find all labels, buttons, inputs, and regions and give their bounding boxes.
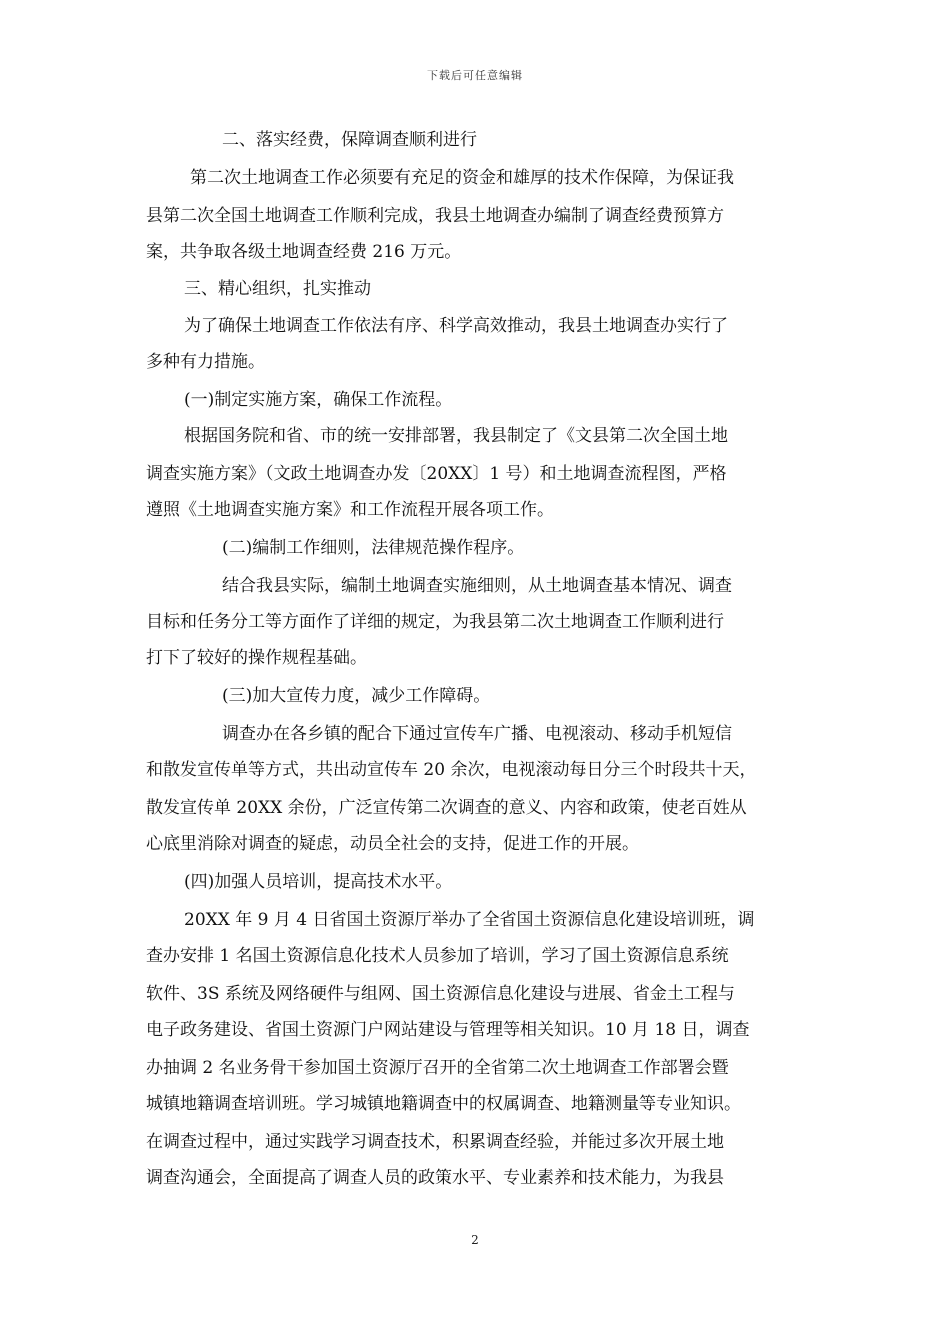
paragraph-line: 案，共争取各级土地调查经费 216 万元。 [146,242,462,262]
subsection-heading: (二)编制工作细则，法律规范操作程序。 [222,538,525,558]
paragraph-line: 调查办在各乡镇的配合下通过宣传车广播、电视滚动、移动手机短信 [222,724,732,744]
section-heading: 三、精心组织，扎实推动 [184,279,371,299]
paragraph-line: 20XX 年 9 月 4 日省国土资源厅举办了全省国土资源信息化建设培训班，调 [184,910,755,930]
paragraph-line: 城镇地籍调查培训班。学习城镇地籍调查中的权属调查、地籍测量等专业知识。 [146,1094,741,1114]
page-number: 2 [471,1233,479,1247]
page-header: 下载后可任意编辑 [427,69,523,82]
paragraph-line: 为了确保土地调查工作依法有序、科学高效推动，我县土地调查办实行了 [184,316,728,336]
paragraph-line: 散发宣传单 20XX 余份，广泛宣传第二次调查的意义、内容和政策，使老百姓从 [146,798,747,818]
paragraph-line: 软件、3S 系统及网络硬件与组网、国土资源信息化建设与进展、省金土工程与 [146,984,735,1004]
paragraph-line: 办抽调 2 名业务骨干参加国土资源厅召开的全省第二次土地调查工作部署会暨 [146,1058,729,1078]
paragraph-line: 在调查过程中，通过实践学习调查技术，积累调查经验，并能过多次开展土地 [146,1132,724,1152]
paragraph-line: 电子政务建设、省国土资源门户网站建设与管理等相关知识。10 月 18 日，调查 [146,1020,750,1040]
paragraph-line: 和散发宣传单等方式，共出动宣传车 20 余次，电视滚动每日分三个时段共十天， [146,760,757,780]
paragraph-line: 查办安排 1 名国土资源信息化技术人员参加了培训，学习了国土资源信息系统 [146,946,729,966]
paragraph-line: 第二次土地调查工作必须要有充足的资金和雄厚的技术作保障，为保证我 [190,168,734,188]
paragraph-line: 调查实施方案》（文政土地调查办发〔20XX〕1 号）和土地调查流程图，严格 [146,464,727,484]
paragraph-line: 心底里消除对调查的疑虑，动员全社会的支持，促进工作的开展。 [146,834,639,854]
paragraph-line: 遵照《土地调查实施方案》和工作流程开展各项工作。 [146,500,554,520]
section-heading: 二、落实经费，保障调查顺利进行 [222,130,477,150]
subsection-heading: (一)制定实施方案，确保工作流程。 [184,390,453,410]
paragraph-line: 目标和任务分工等方面作了详细的规定，为我县第二次土地调查工作顺利进行 [146,612,724,632]
paragraph-line: 根据国务院和省、市的统一安排部署，我县制定了《文县第二次全国土地 [184,426,728,446]
subsection-heading: (三)加大宣传力度，减少工作障碍。 [222,686,491,706]
subsection-heading: (四)加强人员培训，提高技术水平。 [184,872,453,892]
paragraph-line: 调查沟通会，全面提高了调查人员的政策水平、专业素养和技术能力，为我县 [146,1168,724,1188]
paragraph-line: 县第二次全国土地调查工作顺利完成，我县土地调查办编制了调查经费预算方 [146,206,724,226]
paragraph-line: 多种有力措施。 [146,352,265,372]
paragraph-line: 打下了较好的操作规程基础。 [146,648,367,668]
paragraph-line: 结合我县实际，编制土地调查实施细则，从土地调查基本情况、调查 [222,576,732,596]
